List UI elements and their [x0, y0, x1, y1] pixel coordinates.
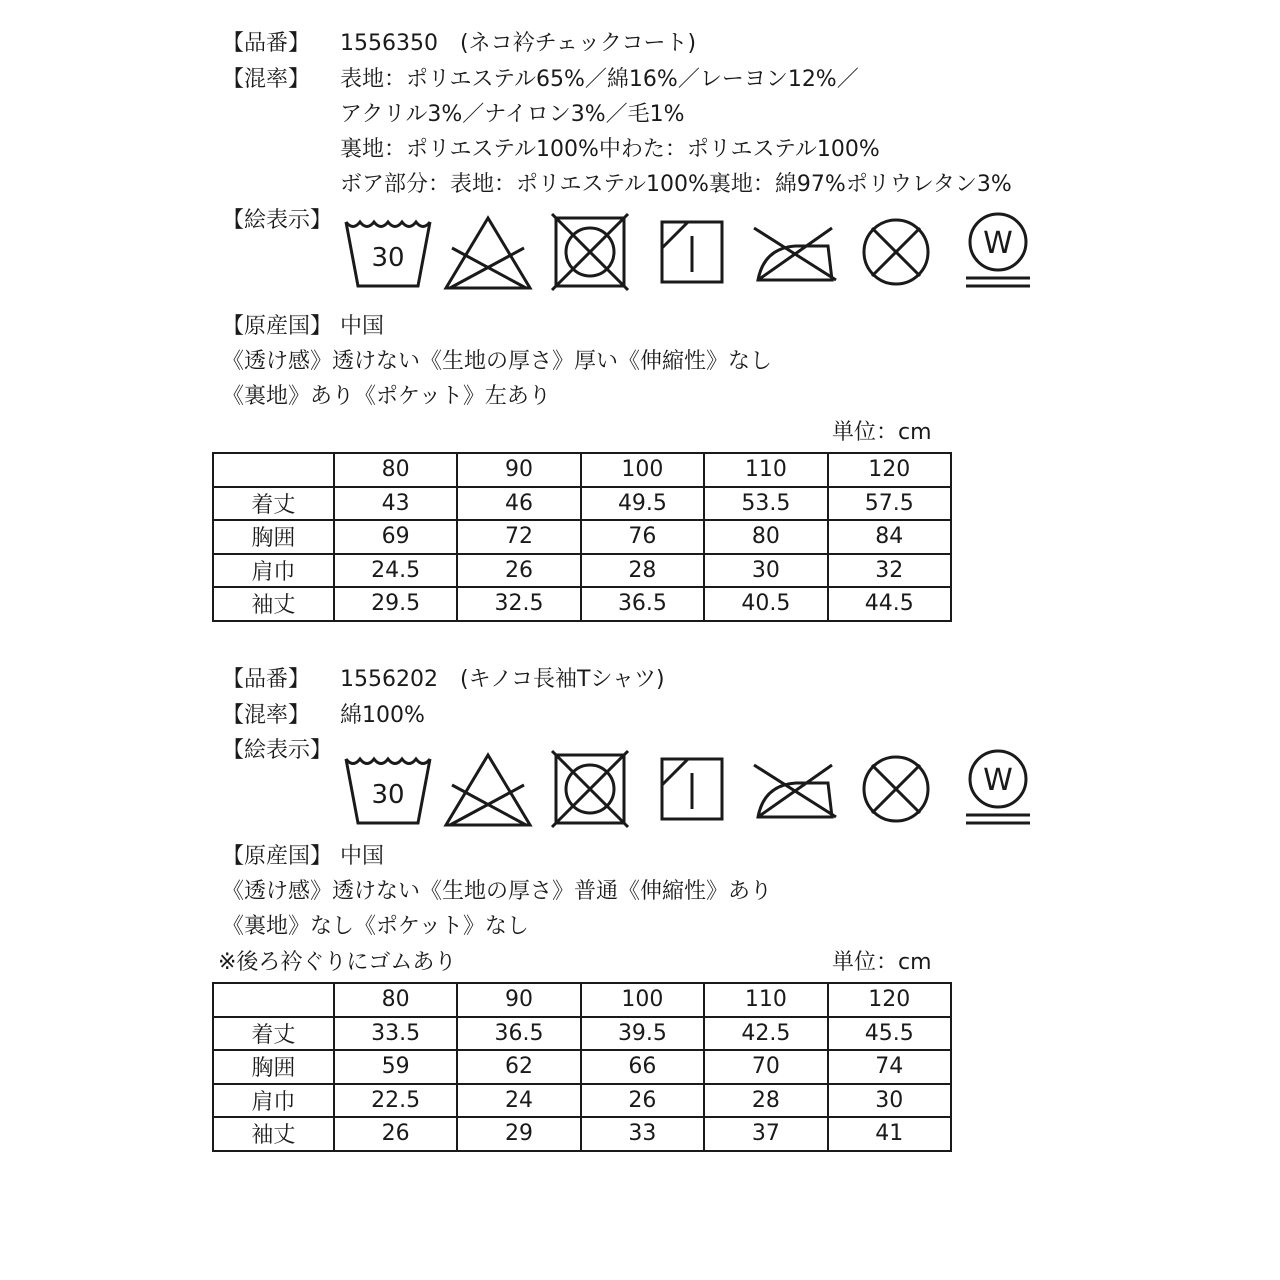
table-cell: 28 — [704, 1084, 827, 1118]
table-row — [213, 1017, 951, 1051]
konritsu-line: 表地：ポリエステル65%／綿16%／レーヨン12%／ — [340, 67, 859, 92]
table-cell: 着丈 — [213, 1017, 334, 1051]
svg-text:30: 30 — [371, 780, 405, 810]
extra-note: ※後ろ衿ぐりにゴムあり — [218, 950, 457, 975]
table-row — [213, 1050, 951, 1084]
konritsu-line: アクリル3%／ナイロン3%／毛1% — [340, 102, 685, 127]
no-tumble-dry-icon — [544, 208, 636, 298]
table-cell: 36.5 — [581, 587, 704, 621]
table-cell: 100 — [581, 453, 704, 487]
table-cell: 80 — [334, 453, 457, 487]
table-row — [213, 554, 951, 588]
no-dry-clean-icon — [850, 745, 942, 835]
table-header-row — [213, 983, 951, 1017]
table-cell: 66 — [581, 1050, 704, 1084]
table-cell: 26 — [581, 1084, 704, 1118]
note-line: 《透け感》透けない《生地の厚さ》普通《伸縮性》あり — [222, 879, 773, 904]
table-cell: 36.5 — [457, 1017, 580, 1051]
table-cell: 26 — [334, 1117, 457, 1151]
table-cell: 53.5 — [704, 487, 827, 521]
svg-text:W: W — [983, 763, 1013, 798]
table-cell: 72 — [457, 520, 580, 554]
table-cell — [213, 983, 334, 1017]
table-cell: 49.5 — [581, 487, 704, 521]
konritsu-line: 綿100% — [340, 703, 425, 728]
no-dry-clean-icon — [850, 208, 942, 298]
table-cell: 57.5 — [828, 487, 951, 521]
table-cell: 42.5 — [704, 1017, 827, 1051]
table-cell: 59 — [334, 1050, 457, 1084]
wet-clean-icon — [952, 745, 1044, 835]
table-cell: 29 — [457, 1117, 580, 1151]
table-cell: 110 — [704, 983, 827, 1017]
wet-clean-icon — [952, 208, 1044, 298]
konritsu-line: ボア部分：表地：ポリエステル100%裏地：綿97%ポリウレタン3% — [340, 172, 1012, 197]
table-cell: 39.5 — [581, 1017, 704, 1051]
table-row — [213, 487, 951, 521]
no-tumble-dry-icon — [544, 745, 636, 835]
table-cell: 肩巾 — [213, 1084, 334, 1118]
table-cell: 45.5 — [828, 1017, 951, 1051]
table-cell: 30 — [704, 554, 827, 588]
table-cell: 62 — [457, 1050, 580, 1084]
table-cell: 22.5 — [334, 1084, 457, 1118]
table-cell — [213, 453, 334, 487]
table-header-row — [213, 453, 951, 487]
table-row — [213, 520, 951, 554]
no-iron-icon — [748, 208, 840, 298]
wash-30-icon — [340, 745, 432, 835]
table-cell: 32 — [828, 554, 951, 588]
gensankoku-value: 中国 — [340, 314, 385, 339]
drip-dry-shade-icon — [646, 745, 738, 835]
table-cell: 28 — [581, 554, 704, 588]
konritsu-line: 裏地：ポリエステル100%中わた：ポリエステル100% — [340, 137, 880, 162]
table-cell: 76 — [581, 520, 704, 554]
svg-text:30: 30 — [371, 243, 405, 273]
table-cell: 80 — [704, 520, 827, 554]
table-cell: 46 — [457, 487, 580, 521]
note-line: 《裏地》あり《ポケット》左あり — [222, 384, 551, 409]
table-row — [213, 1084, 951, 1118]
hinban-value: 1556350 (ネコ衿チェックコート) — [340, 31, 697, 56]
table-cell: 43 — [334, 487, 457, 521]
table-cell: 24 — [457, 1084, 580, 1118]
table-row — [213, 1117, 951, 1151]
gensankoku-label: 【原産国】 — [222, 314, 333, 339]
table-cell: 袖丈 — [213, 587, 334, 621]
hinban-label: 【品番】 — [222, 31, 311, 56]
unit-label: 単位：cm — [832, 420, 932, 445]
no-bleach-icon — [442, 208, 534, 298]
svg-text:W: W — [983, 226, 1013, 261]
ehyouji-label: 【絵表示】 — [222, 738, 333, 763]
table-row — [213, 587, 951, 621]
table-cell: 74 — [828, 1050, 951, 1084]
table-cell: 30 — [828, 1084, 951, 1118]
table-cell: 29.5 — [334, 587, 457, 621]
table-cell: 110 — [704, 453, 827, 487]
table-cell: 26 — [457, 554, 580, 588]
table-cell: 着丈 — [213, 487, 334, 521]
drip-dry-shade-icon — [646, 208, 738, 298]
note-line: 《透け感》透けない《生地の厚さ》厚い《伸縮性》なし — [222, 349, 773, 374]
table-cell: 胸囲 — [213, 520, 334, 554]
table-cell: 32.5 — [457, 587, 580, 621]
table-cell: 袖丈 — [213, 1117, 334, 1151]
ehyouji-label: 【絵表示】 — [222, 208, 333, 233]
table-cell: 胸囲 — [213, 1050, 334, 1084]
no-bleach-icon — [442, 745, 534, 835]
table-cell: 33 — [581, 1117, 704, 1151]
wash-30-icon — [340, 208, 432, 298]
konritsu-label: 【混率】 — [222, 703, 311, 728]
no-iron-icon — [748, 745, 840, 835]
table-cell: 37 — [704, 1117, 827, 1151]
table-cell: 120 — [828, 453, 951, 487]
table-cell: 90 — [457, 453, 580, 487]
size-table — [212, 982, 952, 1152]
note-line: 《裏地》なし《ポケット》なし — [222, 914, 529, 939]
table-cell: 40.5 — [704, 587, 827, 621]
gensankoku-label: 【原産国】 — [222, 844, 333, 869]
table-cell: 44.5 — [828, 587, 951, 621]
hinban-label: 【品番】 — [222, 667, 311, 692]
table-cell: 33.5 — [334, 1017, 457, 1051]
size-table — [212, 452, 952, 622]
table-cell: 120 — [828, 983, 951, 1017]
table-cell: 80 — [334, 983, 457, 1017]
hinban-value: 1556202 (キノコ長袖Tシャツ) — [340, 667, 665, 692]
konritsu-label: 【混率】 — [222, 67, 311, 92]
table-cell: 肩巾 — [213, 554, 334, 588]
gensankoku-value: 中国 — [340, 844, 385, 869]
table-cell: 24.5 — [334, 554, 457, 588]
table-cell: 70 — [704, 1050, 827, 1084]
unit-label: 単位：cm — [832, 950, 932, 975]
table-cell: 41 — [828, 1117, 951, 1151]
table-cell: 69 — [334, 520, 457, 554]
table-cell: 100 — [581, 983, 704, 1017]
table-cell: 84 — [828, 520, 951, 554]
table-cell: 90 — [457, 983, 580, 1017]
